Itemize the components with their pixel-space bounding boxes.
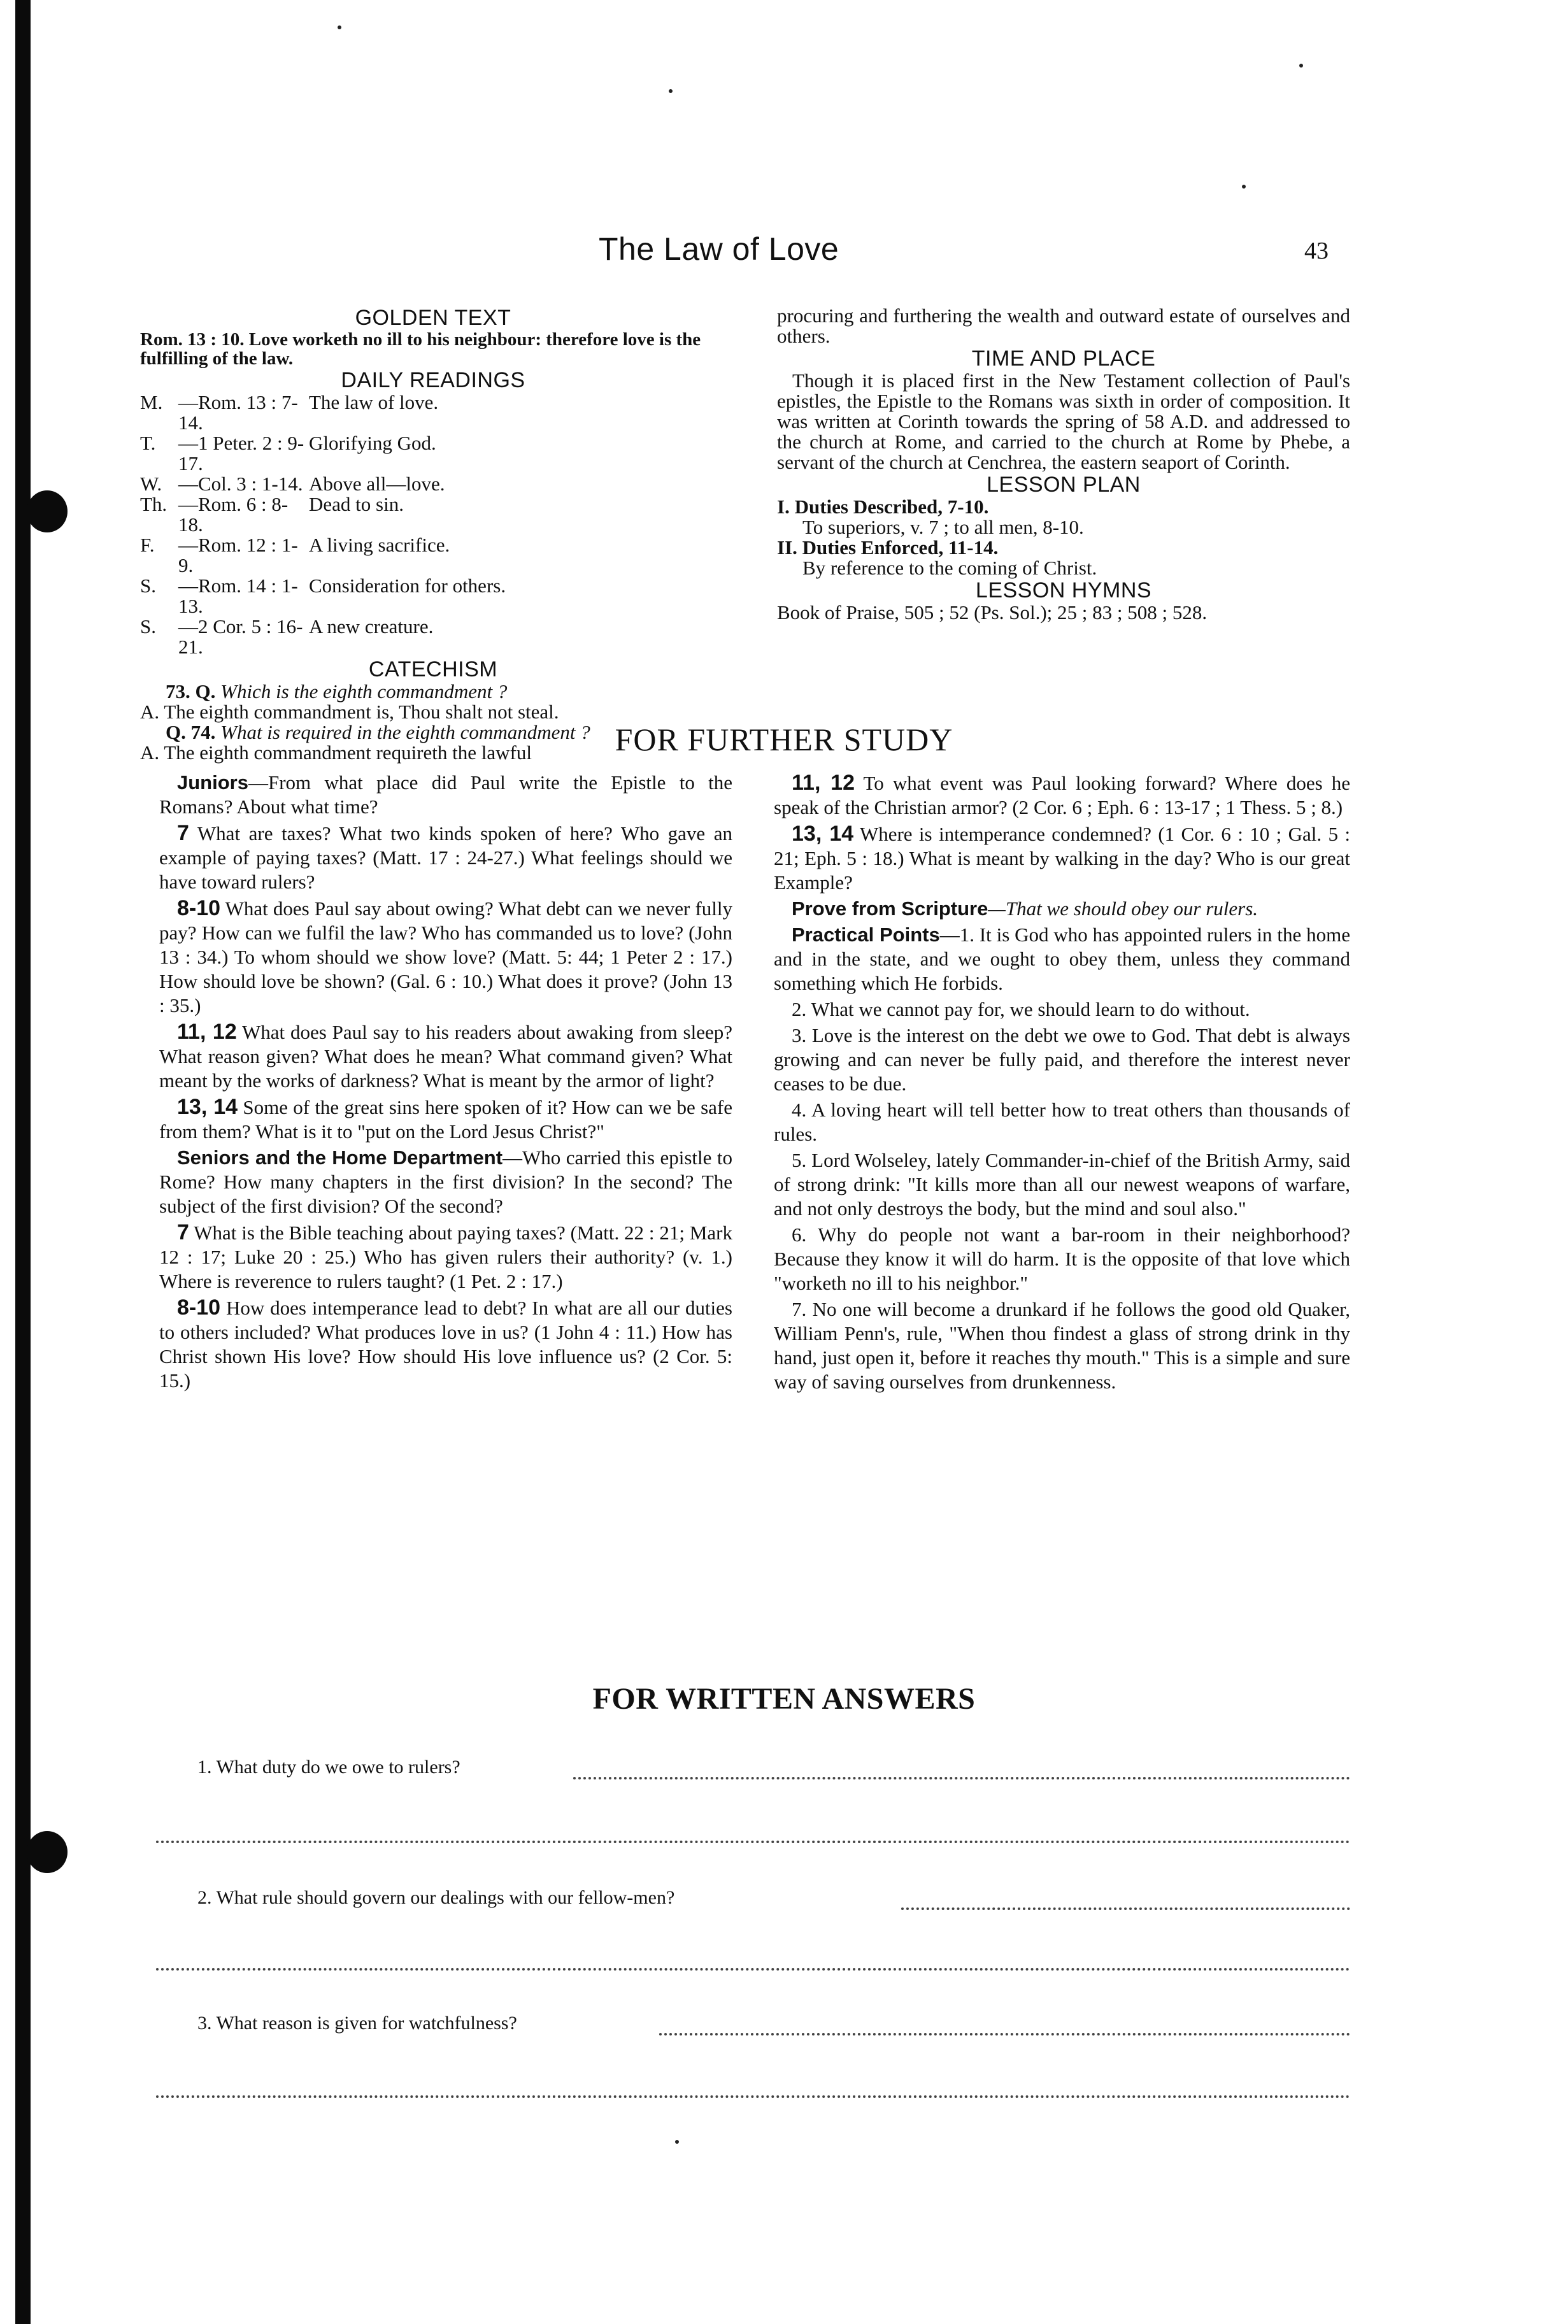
study-paragraph: [159, 1020, 732, 1093]
left-top-column: [140, 306, 726, 763]
lesson-plan-heading: LESSON PLAN: [987, 473, 1141, 497]
reading-topic: Dead to sin.: [309, 493, 404, 515]
right-top-column: [777, 306, 1350, 623]
study-paragraph: [774, 822, 1350, 895]
study-paragraph: [159, 821, 732, 894]
lesson-plan-subitem: By reference to the coming of Christ.: [802, 557, 1097, 579]
reading-topic: A new creature.: [309, 615, 434, 638]
reading-topic: Glorifying God.: [309, 432, 436, 454]
study-paragraph: [159, 1146, 732, 1218]
study-paragraph: 3. Love is the interest on the debt we owe to God. That debt is always growing and can never be fully paid, and therefore the interest never ceases to be due.: [774, 1024, 1350, 1095]
study-text: To what event was Paul looking forward? Where does he speak of the Christian armor? (2 Cor. 6 ; Eph. 6 : 13-17 ; 1 Thess. 5 ; 8.): [774, 772, 1351, 818]
catechism-heading: CATECHISM: [368, 657, 498, 681]
reading-ref: —Rom. 13 : 7-14.: [178, 391, 298, 434]
lesson-hymns-heading: LESSON HYMNS: [975, 578, 1152, 602]
reading-ref: —1 Peter. 2 : 9-17.: [178, 432, 304, 474]
study-paragraph: 5. Lord Wolseley, lately Commander-in-chief of the British Army, said of strong drink: "It kills more than all our newest weapons of warfare, and not only destroys the body, but the mind and soul also.": [774, 1149, 1350, 1220]
reading-row: [140, 433, 726, 474]
reading-row: [140, 576, 726, 617]
study-paragraph: [774, 771, 1350, 820]
study-lead: Practical Points: [792, 923, 940, 946]
reading-ref: —Rom. 14 : 1-13.: [178, 574, 298, 617]
reading-ref: —Col. 3 : 1-14.: [178, 473, 303, 495]
catechism-a74: A. The eighth commandment requireth the lawful: [140, 741, 532, 764]
study-text: —Who carried this epistle to Rome? How many chapters in the first division? In the second? The subject of the first division? Of the second?: [159, 1146, 732, 1217]
lesson-hymns-text: Book of Praise, 505 ; 52 (Ps. Sol.); 25 ; 83 ; 508 ; 528.: [777, 601, 1208, 624]
catechism-q73-question: Which is the eighth commandment ?: [220, 680, 508, 702]
reading-topic: The law of love.: [309, 391, 439, 413]
study-paragraph: [774, 923, 1350, 995]
daily-readings-heading: DAILY READINGS: [341, 368, 525, 392]
catechism-q73: [140, 681, 726, 702]
reading-ref: —Rom. 12 : 1-9.: [178, 534, 298, 576]
answer-line[interactable]: [901, 1907, 1350, 1910]
answer-line[interactable]: [156, 1841, 1350, 1843]
study-paragraph: 7. No one will become a drunkard if he follows the good old Quaker, William Penn's, rule, "When thou findest a glass of strong drink in thy hand, just open it, before it reaches thy mouth." This is a simple and sure way of saving ourselves from drunkenness.: [774, 1298, 1350, 1393]
verse-number: 7: [177, 1220, 189, 1244]
verse-number: 13, 14: [177, 1095, 238, 1119]
study-lead: Prove from Scripture: [792, 897, 988, 920]
reading-row: [140, 474, 726, 494]
reading-row: [140, 494, 726, 535]
study-text: Where is intemperance condemned? (1 Cor. 6 : 10 ; Gal. 5 : 21; Eph. 5 : 18.) What is meant by walking in the day? Who is our great Example?: [774, 823, 1350, 894]
reading-ref: —Rom. 6 : 8-18.: [178, 493, 289, 536]
verse-number: 8-10: [177, 1295, 221, 1320]
answer-line[interactable]: [156, 1968, 1350, 1971]
daily-readings-list: [140, 392, 726, 657]
verse-number: 11, 12: [792, 771, 855, 795]
study-lead: Seniors and the Home Department: [177, 1146, 503, 1169]
print-speck: [1299, 64, 1303, 68]
study-text: What are taxes? What two kinds spoken of here? Who gave an example of paying taxes? (Matt. 17 : 24-27.) What feelings should we have toward rulers?: [159, 822, 732, 893]
lesson-plan-item: I. Duties Described, 7-10.: [777, 495, 989, 518]
time-place-text: Though it is placed first in the New Testament collection of Paul's epistles, the Epistle to the Romans was sixth in order of composition. It was written at Corinth towards the spring of 58 A.D. and addressed to the church at Rome, and carried to the church at Rome by Phebe, a servant of the church at Cenchrea, the eastern seaport of Corinth.: [777, 369, 1350, 473]
reading-day: S.: [140, 574, 156, 597]
reading-day: S.: [140, 615, 156, 638]
study-text: —From what place did Paul write the Epistle to the Romans? About what time?: [159, 771, 732, 818]
study-text: What is the Bible teaching about paying taxes? (Matt. 22 : 21; Mark 12 : 17; Luke 20 : 25.) Who has given rulers their authority? (v. 1.) Where is reverence to rulers taught? (1 Pet. 2 : 17.): [159, 1222, 732, 1292]
study-text: Some of the great sins here spoken of it? How can we be safe from them? What is it to "put on the Lord Jesus Christ?": [159, 1096, 732, 1143]
answer-line[interactable]: [573, 1777, 1350, 1779]
catechism-q73-label: 73. Q.: [166, 680, 216, 702]
catechism-continuation: procuring and furthering the wealth and outward estate of ourselves and others.: [777, 304, 1350, 347]
study-text: —1. It is God who has appointed rulers in the home and in the state, and we ought to obey them, unless they command something which He forbids.: [774, 923, 1350, 994]
catechism-q74-label: Q. 74.: [166, 721, 216, 743]
reading-day: F.: [140, 534, 155, 556]
page-title: The Law of Love: [599, 231, 839, 267]
print-speck: [1242, 185, 1246, 189]
lesson-plan-subitem: To superiors, v. 7 ; to all men, 8-10.: [802, 516, 1084, 538]
written-answers-heading: FOR WRITTEN ANSWERS: [592, 1682, 976, 1716]
study-paragraph: [159, 771, 732, 819]
print-speck: [338, 25, 341, 29]
written-question: 3. What reason is given for watchfulness?: [197, 2013, 517, 2034]
study-text: —That we should obey our rulers.: [988, 897, 1258, 920]
reading-row: [140, 392, 726, 433]
verse-number: 8-10: [177, 896, 221, 920]
study-paragraph: [159, 896, 732, 1018]
print-speck: [675, 2140, 679, 2144]
further-study-heading: FOR FURTHER STUDY: [615, 722, 953, 757]
answer-line[interactable]: [659, 2033, 1350, 2035]
verse-number: 7: [177, 821, 189, 845]
lesson-plan-item: II. Duties Enforced, 11-14.: [777, 536, 999, 559]
reading-ref: —2 Cor. 5 : 16-21.: [178, 615, 303, 658]
study-text: What does Paul say about owing? What debt can we never fully pay? How can we fulfil the law? Who has commanded us to love? (John 13 : 34.) To whom should we show love? (Matt. 5: 44; 1 Peter 2 : 17.) How should love be shown? (Gal. 6 : 10.) What does it prove? (John 13 : 35.): [159, 897, 732, 1016]
reading-day: W.: [140, 473, 162, 495]
study-paragraph: 4. A loving heart will tell better how to treat others than thousands of rules.: [774, 1099, 1350, 1145]
verse-number: 13, 14: [792, 822, 854, 846]
reading-row: [140, 617, 726, 657]
answer-line[interactable]: [156, 2095, 1350, 2098]
catechism-q74-question: What is required in the eighth commandment ?: [220, 721, 590, 743]
study-text: What does Paul say to his readers about awaking from sleep? What reason given? What does he mean? What command given? What meant by the works of darkness? What is meant by the armor of light?: [159, 1021, 732, 1092]
study-paragraph: 2. What we cannot pay for, we should learn to do without.: [792, 998, 1250, 1020]
golden-text: [140, 330, 726, 368]
golden-text-heading: GOLDEN TEXT: [355, 306, 511, 330]
study-lead: Juniors: [177, 771, 248, 794]
reading-day: Th.: [140, 493, 167, 515]
reading-topic: Consideration for others.: [309, 574, 506, 597]
reading-row: [140, 535, 726, 576]
further-study-right-column: [774, 771, 1350, 1396]
catechism-a73: A. The eighth commandment is, Thou shalt not steal.: [140, 701, 559, 723]
golden-text-reference: Rom. 13 : 10.: [140, 329, 245, 350]
study-text: How does intemperance lead to debt? In what are all our duties to others included? What produces love in us? (1 John 4 : 11.) How has Christ shown His love? How should His love influence us? (2 Cor. 5: 15.): [159, 1297, 732, 1392]
page-number: 43: [1304, 238, 1329, 264]
print-speck: [669, 89, 673, 93]
study-paragraph: 6. Why do people not want a bar-room in their neighborhood? Because they know it will do harm. It is the opposite of that love which "worketh no ill to his neighbor.": [774, 1223, 1350, 1294]
written-question: 1. What duty do we owe to rulers?: [197, 1757, 460, 1778]
study-paragraph: [774, 897, 1350, 921]
study-paragraph: [159, 1220, 732, 1294]
binding-edge: [15, 0, 31, 2324]
reading-topic: A living sacrifice.: [309, 534, 450, 556]
written-question: 2. What rule should govern our dealings with our fellow-men?: [197, 1887, 675, 1908]
time-place-heading: TIME AND PLACE: [971, 346, 1156, 371]
golden-text-verse: Love worketh no ill to his neighbour: therefore love is the fulfilling of the law.: [140, 329, 701, 369]
further-study-left-column: [159, 771, 732, 1395]
reading-topic: Above all—love.: [309, 473, 445, 495]
verse-number: 11, 12: [177, 1020, 237, 1044]
reading-day: T.: [140, 432, 156, 454]
reading-day: M.: [140, 391, 163, 413]
study-paragraph: [159, 1095, 732, 1144]
study-paragraph: [159, 1295, 732, 1393]
